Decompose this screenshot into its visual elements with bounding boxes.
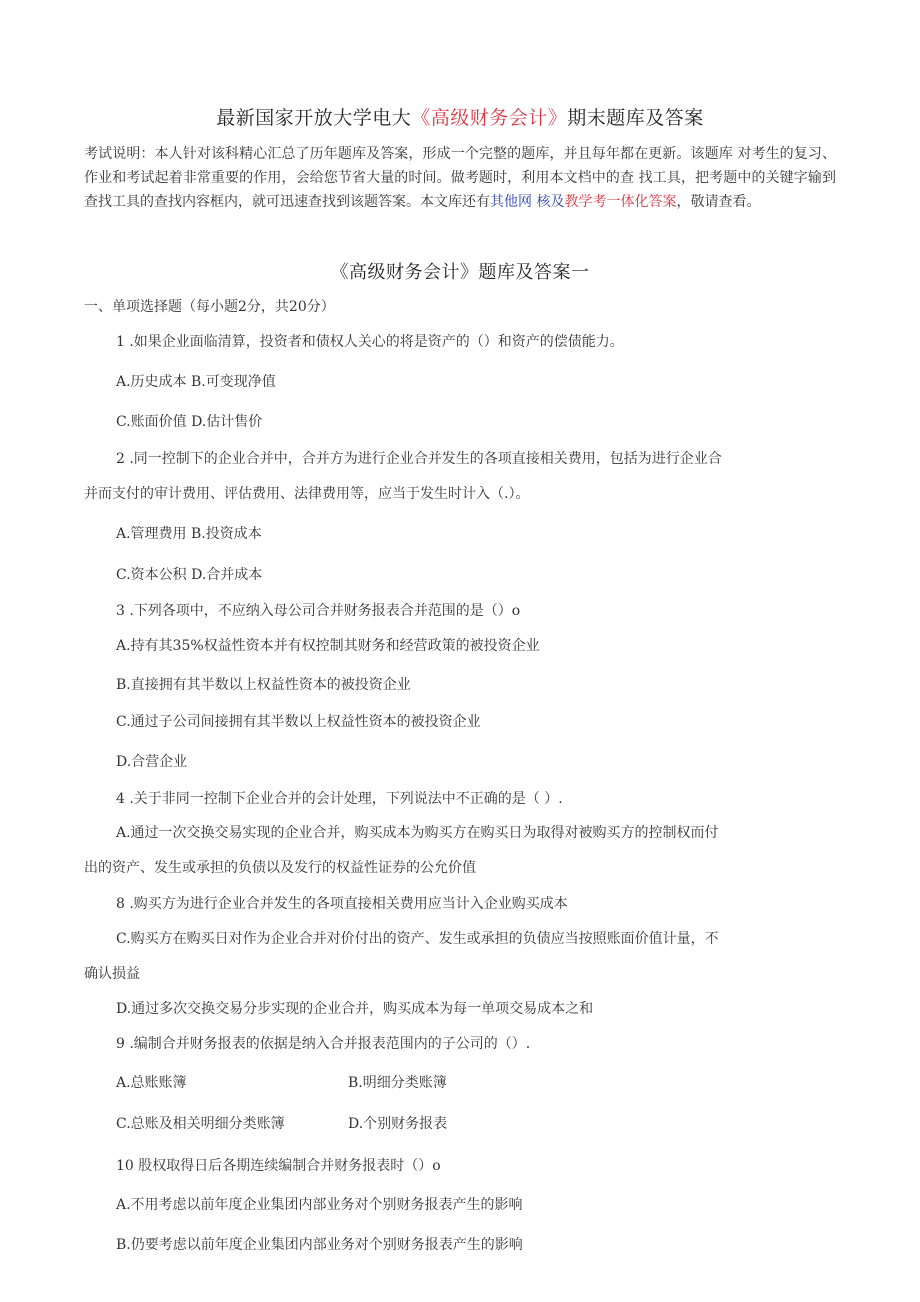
section-title: 《高级财务会计》题库及答案一 [330,262,590,283]
option-line: C.总账及相关明细分类账簿 [116,1116,285,1132]
option-line: A.不用考虑以前年度企业集团内部业务对个别财务报表产生的影响 [116,1197,523,1213]
option-line: D.合营企业 [116,754,188,770]
option-line: B.仍要考虑以前年度企业集团内部业务对个别财务报表产生的影响 [116,1237,523,1253]
question-line: 3 .下列各项中，不应纳入母公司合并财务报表合并范围的是（）o [116,603,521,619]
option-line: C.账面价值 D.估计售价 [116,414,263,430]
option-line: C.资本公积 D.合并成本 [116,567,263,583]
option-line: B.直接拥有其半数以上权益性资本的被投资企业 [116,677,411,693]
option-line: C.购买方在购买日对作为企业合并对价付出的资产、发生或承担的负债应当按照账面价值计量，不 [116,931,719,947]
exam-instructions [84,142,836,214]
option-line: D.个别财务报表 [348,1116,448,1132]
question-line-cont: 并而支付的审计费用、评估费用、法律费用等，应当于发生时计入（.）。 [84,486,530,502]
option-line-cont: 出的资产、发生或承担的负债以及发行的权益性证券的公允价值 [84,860,476,876]
option-line-cont: 确认损益 [84,966,140,982]
question-line: 2 .同一控制下的企业合并中，合并方为进行企业合并发生的各项直接相关费用，包括为进行企业合 [116,451,722,467]
other-link[interactable]: 其他网 [490,194,532,210]
question-line: 1 .如果企业面临清算，投资者和债权人关心的将是资产的（）和资产的偿债能力。 [116,334,624,350]
core-link[interactable]: 核及 [536,194,565,210]
option-line: C.通过子公司间接拥有其半数以上权益性资本的被投资企业 [116,714,481,730]
option-line: D.通过多次交换交易分步实现的企业合并，购买成本为每一单项交易成本之和 [116,1001,594,1017]
title-course-name: 《高级财务会计》 [411,107,568,129]
title-suffix: 期末题库及答案 [567,107,704,129]
instructions-text: 考试说明：本人针对该科精心汇总了历年题库及答案，形成一个完整的题库，并且每年都在更新。该题库 对考生的复习、作业和考试起着非常重要的作用，会给您节省大量的时间。做考题时，利用本文档中的查 找工具，把考题中的关键字输到查找工具的查找内容框内，就可迅速查找到该题答案。本文库还有 [84,146,836,210]
option-line: A.历史成本 B.可变现净值 [116,374,276,390]
option-line: A.通过一次交换交易实现的企业合并，购买成本为购买方在购买日为取得对被购买方的控制权而付 [116,825,719,841]
option-line: A.管理费用 B.投资成本 [116,526,262,542]
question-line: 4 .关于非同一控制下企业合并的会计处理，下列说法中不正确的是（ ）. [116,791,563,807]
document-title [0,103,920,130]
question-line: 10 股权取得日后各期连续编制合并财务报表时（）o [116,1158,441,1174]
option-line: 8 .购买方为进行企业合并发生的各项直接相关费用应当计入企业购买成本 [116,896,568,912]
section-heading: 一、单项选择题（每小题2分，共20分） [84,299,335,315]
instructions-ending: ，敬请查看。 [676,194,761,210]
option-line: B.明细分类账簿 [348,1075,447,1091]
option-line: A.持有其35%权益性资本并有权控制其财务和经营政策的被投资企业 [116,638,540,654]
option-line: A.总账账簿 [116,1075,187,1091]
teaching-exam-link[interactable]: 教学考一体化答案 [564,194,677,210]
question-line: 9 .编制合并财务报表的依据是纳入合并报表范围内的子公司的（）. [116,1036,531,1052]
title-prefix: 最新国家开放大学电大 [216,107,412,129]
